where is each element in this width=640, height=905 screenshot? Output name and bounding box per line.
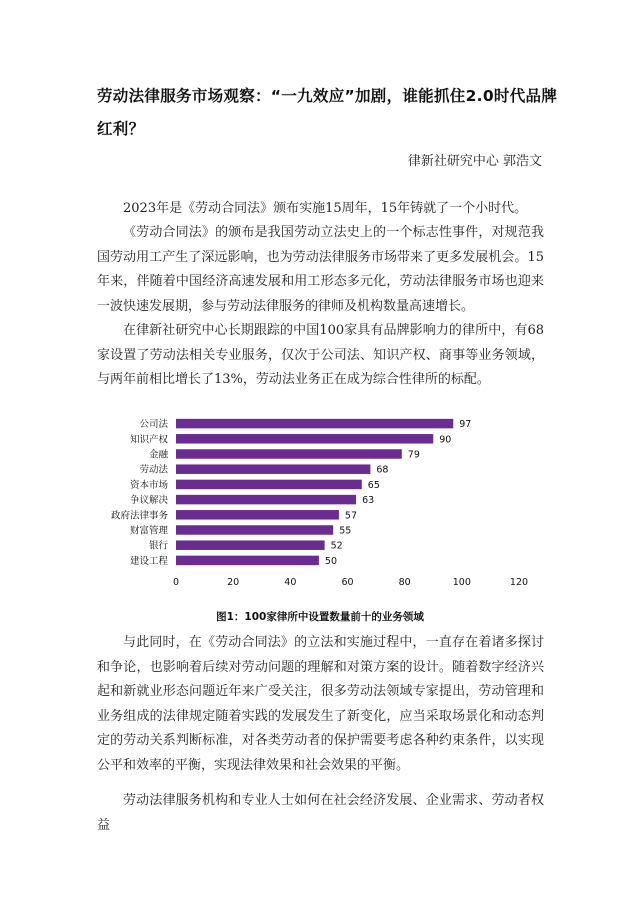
category-label: 银行 (148, 540, 168, 552)
category-label: 金融 (148, 449, 168, 461)
x-tick-label: 60 (341, 577, 354, 588)
value-label: 55 (339, 525, 352, 537)
bar (176, 495, 356, 505)
value-label: 65 (367, 479, 380, 491)
value-label: 79 (407, 449, 420, 461)
bar (176, 556, 319, 566)
x-tick-label: 20 (227, 577, 240, 588)
bar (176, 449, 402, 459)
category-label: 建设工程 (129, 555, 168, 567)
bar (176, 510, 339, 520)
article-title: 劳动法律服务市场观察：“一九效应”加剧，谁能抓住2.0时代品牌红利？ (97, 87, 558, 138)
bar (176, 434, 433, 444)
value-label: 90 (439, 434, 452, 446)
category-label: 财富管理 (129, 525, 168, 537)
category-label: 劳动法 (139, 464, 168, 476)
value-label: 97 (459, 419, 472, 431)
article-author: 律新社研究中心 郭浩文 (407, 154, 542, 169)
paragraph-5: 劳动法律服务机构和专业人士如何在社会经济发展、企业需求、劳动者权益 (97, 793, 544, 833)
x-tick-label: 0 (172, 577, 180, 588)
value-label: 50 (324, 555, 338, 567)
paragraph-4: 与此同时，在《劳动合同法》的立法和实施过程中，一直存在着诸多探讨和争论，也影响着后续对劳动问题的理解和对策方案的设计。随着数字经济兴起和新就业形态问题近年来广受关注，很多劳动法领域专家提出，劳动管理和业务组成的法律规定随着实践的发展发生了新变化，应当采取场景化和动态判定的劳动关系判断标准，对各类劳动者的保护需要考虑各种约束条件，以实现公平和效率的平衡，实现法律效果和社会效果的平衡。 (97, 635, 544, 773)
category-label: 争议解决 (129, 495, 168, 507)
bar-chart (97, 405, 544, 600)
bar (176, 540, 325, 550)
figure-caption: 图1：100家律所中设置数量前十的业务领域 (216, 611, 424, 623)
value-label: 63 (362, 495, 375, 507)
value-label: 68 (376, 464, 389, 476)
paragraph-2: 《劳动合同法》的颁布是我国劳动立法史上的一个标志性事件，对规范我国劳动用工产生了深远影响，也为劳动法律服务市场带来了更多发展机会。15年来，伴随着中国经济高速发展和用工形态多元化，劳动法律服务市场也迎来一波快速发展期，参与劳动法律服务的律师及机构数量高速增长。 (97, 225, 544, 314)
bar (176, 525, 333, 535)
x-tick-label: 100 (452, 577, 471, 588)
bar (176, 419, 453, 429)
x-tick-label: 40 (284, 577, 297, 588)
category-label: 知识产权 (129, 434, 168, 446)
category-label: 公司法 (139, 419, 168, 431)
value-label: 57 (344, 510, 358, 522)
category-label: 资本市场 (129, 479, 168, 491)
x-tick-label: 80 (398, 577, 411, 588)
paragraph-3: 在律新社研究中心长期跟踪的中国100家具有品牌影响力的律所中，有68家设置了劳动法相关专业服务，仅次于公司法、知识产权、商事等业务领域，与两年前相比增长了13%，劳动法业务正在成为综合性律所的标配。 (97, 323, 544, 387)
category-label: 政府法律事务 (110, 510, 168, 522)
value-label: 52 (330, 540, 343, 552)
paragraph-1: 2023年是《劳动合同法》颁布实施15周年，15年铸就了一个小时代。 (123, 201, 528, 216)
bar (176, 480, 362, 490)
x-tick-label: 120 (509, 577, 529, 588)
bar (176, 464, 370, 474)
